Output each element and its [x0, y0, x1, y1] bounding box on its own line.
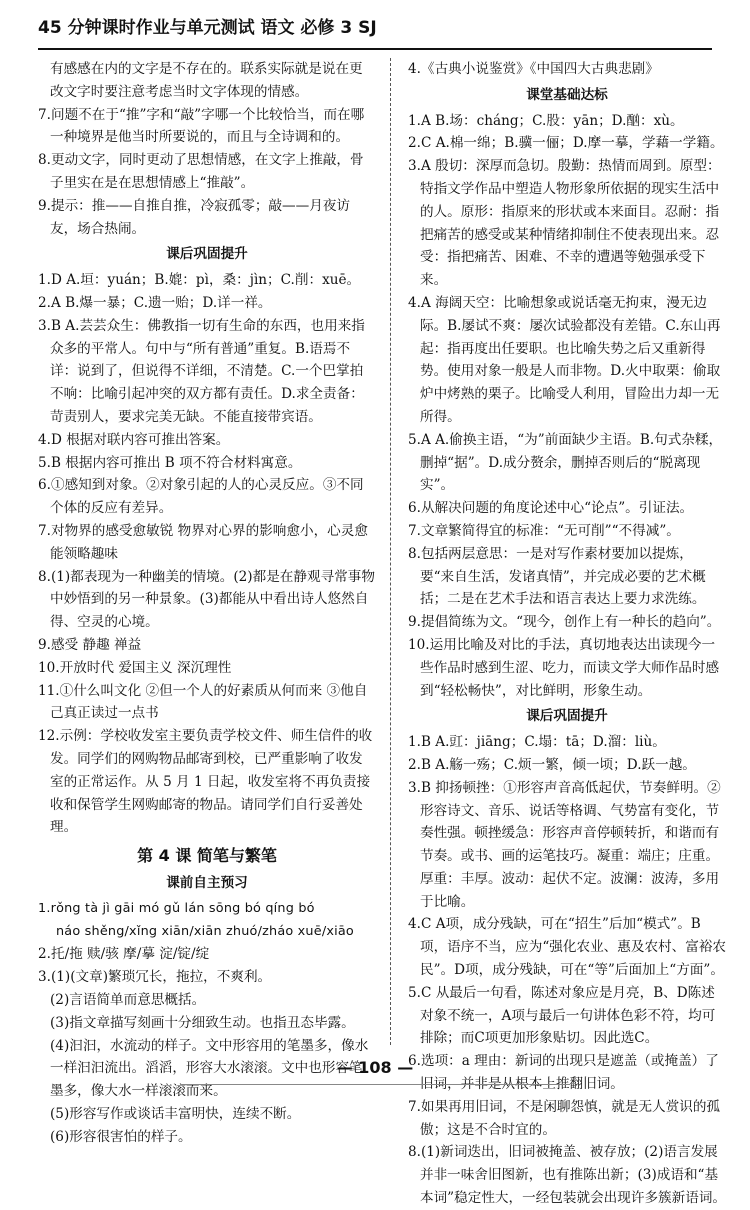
answer-item: 3.A 殷切：深厚而急切。殷勤：热情而周到。原型：特指文学作品中塑造人物形象所依据的现实生活中的人。原形：指原来的形状或本来面目。忍耐：指把痛苦的感受或某种情绪抑制住不使表现出来。忍受：指把痛苦、困难、不幸的遭遇等勉强承受下来。 — [408, 158, 721, 289]
answer-item: 6.①感知到对象。②对象引起的人的心灵反应。③不同个体的反应有差异。 — [38, 477, 364, 517]
answer-item: 8.更动文字，同时更动了思想情感，在文字上推敲，骨子里实在是在思想情感上“推敲”。 — [38, 152, 364, 191]
answer-subitem: (4)汩汩，水流动的样子。文中形容用的笔墨多，像水一样汩汩流出。滔滔，形容大水滚滚。文中也形容笔墨多，像大水一样滚滚而来。 — [50, 1037, 369, 1100]
answer-item: 7.文章繁简得宜的标准：“无可削”“不得减”。 — [408, 522, 680, 539]
answer-item: 12.示例：学校收发室主要负责学校文件、师生信件的收发。同学们的网购物品邮寄到校，已严重影响了收发室的正常运作。从 5 月 1 日起，收发室将不再负责接收和保管学生网购邮寄的物品。请同学们自行妥善处理。 — [38, 728, 373, 836]
pinyin-line: náo shěng/xǐng xiān/xiān zhuó/zháo xuē/xiāo — [56, 923, 354, 939]
answer-item: 11.①什么叫文化 ②但一个人的好素质从何而来 ③他自己真正读过一点书 — [38, 682, 368, 722]
answer-item: 8.(1)都表现为一种幽美的情境。(2)都是在静观寻常事物中妙悟到的另一种景象。(3)都能从中看出诗人悠然自得、空灵的心境。 — [38, 568, 375, 631]
answer-item: 7.问题不在于“推”字和“敲”字哪一个比较恰当，而在哪一种境界是他当时所要说的，而且与全诗调和的。 — [38, 106, 365, 146]
answer-item: 7.如果再用旧词，不是闲聊怨慎，就是无人赏识的孤傲；这是不合时宜的。 — [408, 1098, 721, 1138]
answer-item: 10.开放时代 爱国主义 深沉理性 — [38, 659, 232, 676]
answer-subitem: (6)形容很害怕的样子。 — [50, 1128, 192, 1145]
answer-item: 4.A 海阔天空：比喻想象或说话毫无拘束，漫无边际。B.屡试不爽：屡次试验都没有差错。C.东山再起：指再度出任要职。也比喻失势之后又重新得势。使用对象一般是人而非物。D.火中取栗：偷取炉中烤熟的栗子。比喻受人利用，冒险出力却一无所得。 — [408, 294, 721, 425]
answer-item: 9.感受 静趣 禅益 — [38, 636, 142, 653]
header-title: 45 分钟课时作业与单元测试 语文 必修 3 SJ — [38, 18, 377, 38]
right-column — [408, 58, 727, 1207]
answer-item: 3.(1)(文章)繁琐冗长，拖拉，不爽利。 — [38, 969, 272, 986]
answer-item: 4.《古典小说鉴赏》《中国四大古典悲剧》 — [408, 61, 659, 77]
answer-item: 3.B A.芸芸众生：佛教指一切有生命的东西，也用来指众多的平常人。句中与“所有普通”重复。B.语焉不详：说到了，但说得不详细，不清楚。C.一个巴掌拍不响：比喻引起冲突的双方都有责任。D.求全责备：苛责别人，要求完美无缺。不能直接带宾语。 — [38, 317, 365, 425]
answer-item: 6.从解决问题的角度论述中心“论点”。引证法。 — [408, 500, 694, 517]
answer-item: 5.A A.偷换主语，“为”前面缺少主语。B.句式杂糅，删掉“据”。D.成分赘余，删掉否则后的“脱离现实”。 — [408, 431, 723, 494]
answer-item: 2.托/拖 赎/骇 摩/摹 淀/锭/绽 — [38, 946, 210, 963]
answer-subitem: (5)形容写作或谈话丰富明快，连续不断。 — [50, 1106, 301, 1123]
section-heading: 课后巩固提升 — [166, 246, 248, 263]
answer-item: 9.提倡简练为文。“现今，创作上有一种长的趋向”。 — [408, 614, 721, 631]
section-heading: 课后巩固提升 — [526, 708, 608, 725]
answer-continuation: 有感感在内的文字是不存在的。联系实际就是说在更改文字时要注意考虑当时文字体现的情感。 — [50, 61, 363, 100]
answer-subitem: (2)言语简单而意思概括。 — [50, 992, 206, 1009]
footer-rule — [180, 1084, 570, 1085]
section-heading: 课前自主预习 — [166, 875, 248, 892]
column-divider — [390, 58, 391, 1045]
answer-item: 10.运用比喻及对比的手法，真切地表达出读现今一些作品时感到生涩、吃力，而读文学大师作品时感到“轻松畅快”，对比鲜明，形象生动。 — [408, 636, 720, 699]
header-rule — [38, 48, 712, 50]
lesson-title: 第 4 课 简笔与繁笔 — [137, 846, 277, 866]
answer-item: 5.C 从最后一句看，陈述对象应是月亮，B、D陈述对象不统一，A项与最后一句讲体色彩不符，均可排除；而C项更加形象贴切。因此选C。 — [408, 984, 716, 1047]
answer-item: 3.B 抑扬顿挫：①形容声音高低起伏，节奏鲜明。②形容诗文、音乐、说话等格调、气势富有变化，节奏性强。顿挫缓急：形容声音停顿转折，和谐而有节奏。或书、画的运笔技巧。凝重：端庄；庄重。厚重：丰厚。波动：起伏不定。波澜：波涛，多用于比喻。 — [408, 779, 721, 910]
answer-item: 1.B A.豇：jiāng；C.塌：tā；D.溜：liù。 — [408, 734, 666, 751]
answer-item: 2.B A.觞一殇；C.烦一繁，倾一顷；D.跃一越。 — [408, 756, 696, 773]
page-header — [38, 14, 712, 42]
section-heading: 课堂基础达标 — [526, 86, 608, 103]
answer-item: 4.C A项，成分残缺，可在“招生”后加“模式”。B项，语序不当，应为“强化农业、惠及农村、富裕农民”。D项，成分残缺，可在“等”后面加上“方面”。 — [408, 916, 727, 979]
answer-item: 4.D 根据对联内容可推出答案。 — [38, 431, 230, 448]
answer-item: 6.选项：a 理由：新词的出现只是遮盖（或掩盖）了旧词，并非是从根本上推翻旧词。 — [408, 1053, 719, 1093]
answer-item: 7.对物界的感受愈敏锐 物界对心界的影响愈小，心灵愈能领略趣味 — [38, 522, 368, 562]
answer-item: 9.提示：推——自推自推，冷寂孤零；敲——月夜访友，场合热闹。 — [38, 197, 351, 237]
answer-item: 5.B 根据内容可推出 B 项不符合材料寓意。 — [38, 454, 302, 471]
answer-item: 1.A B.场：cháng；C.股：yān；D.酗：xù。 — [408, 112, 684, 129]
pinyin-line: 1.rǒng tà jì gāi mó gǔ lán sōng bó qíng bó — [38, 900, 315, 916]
answer-subitem: (3)指文章描写刻画十分细致生动。也指丑态毕露。 — [50, 1014, 355, 1031]
page-number: — 108 — — [336, 1058, 414, 1077]
answer-item: 8.(1)新词迭出，旧词被掩盖、被存放；(2)语言发展并非一味舍旧图新，也有推陈出新；(3)成语和“基本词”稳定性大，一经包装就会出现许多簇新语词。 — [408, 1144, 727, 1207]
answer-item: 2.A B.爆一暴；C.遗一贻；D.详一祥。 — [38, 294, 272, 311]
answer-item: 2.C A.棉一绵；B.骥一俪；D.摩一摹，学藉一学籍。 — [408, 135, 724, 152]
answer-item: 8.包括两层意思：一是对写作素材要加以提炼，要“来自生活，发诸真情”，并完成必要的艺术概括；二是在艺术手法和语言表达上要力求洗练。 — [408, 545, 706, 608]
answer-item: 1.D A.垣：yuán；B.媲：pì，桑：jìn；C.削：xuē。 — [38, 272, 361, 289]
